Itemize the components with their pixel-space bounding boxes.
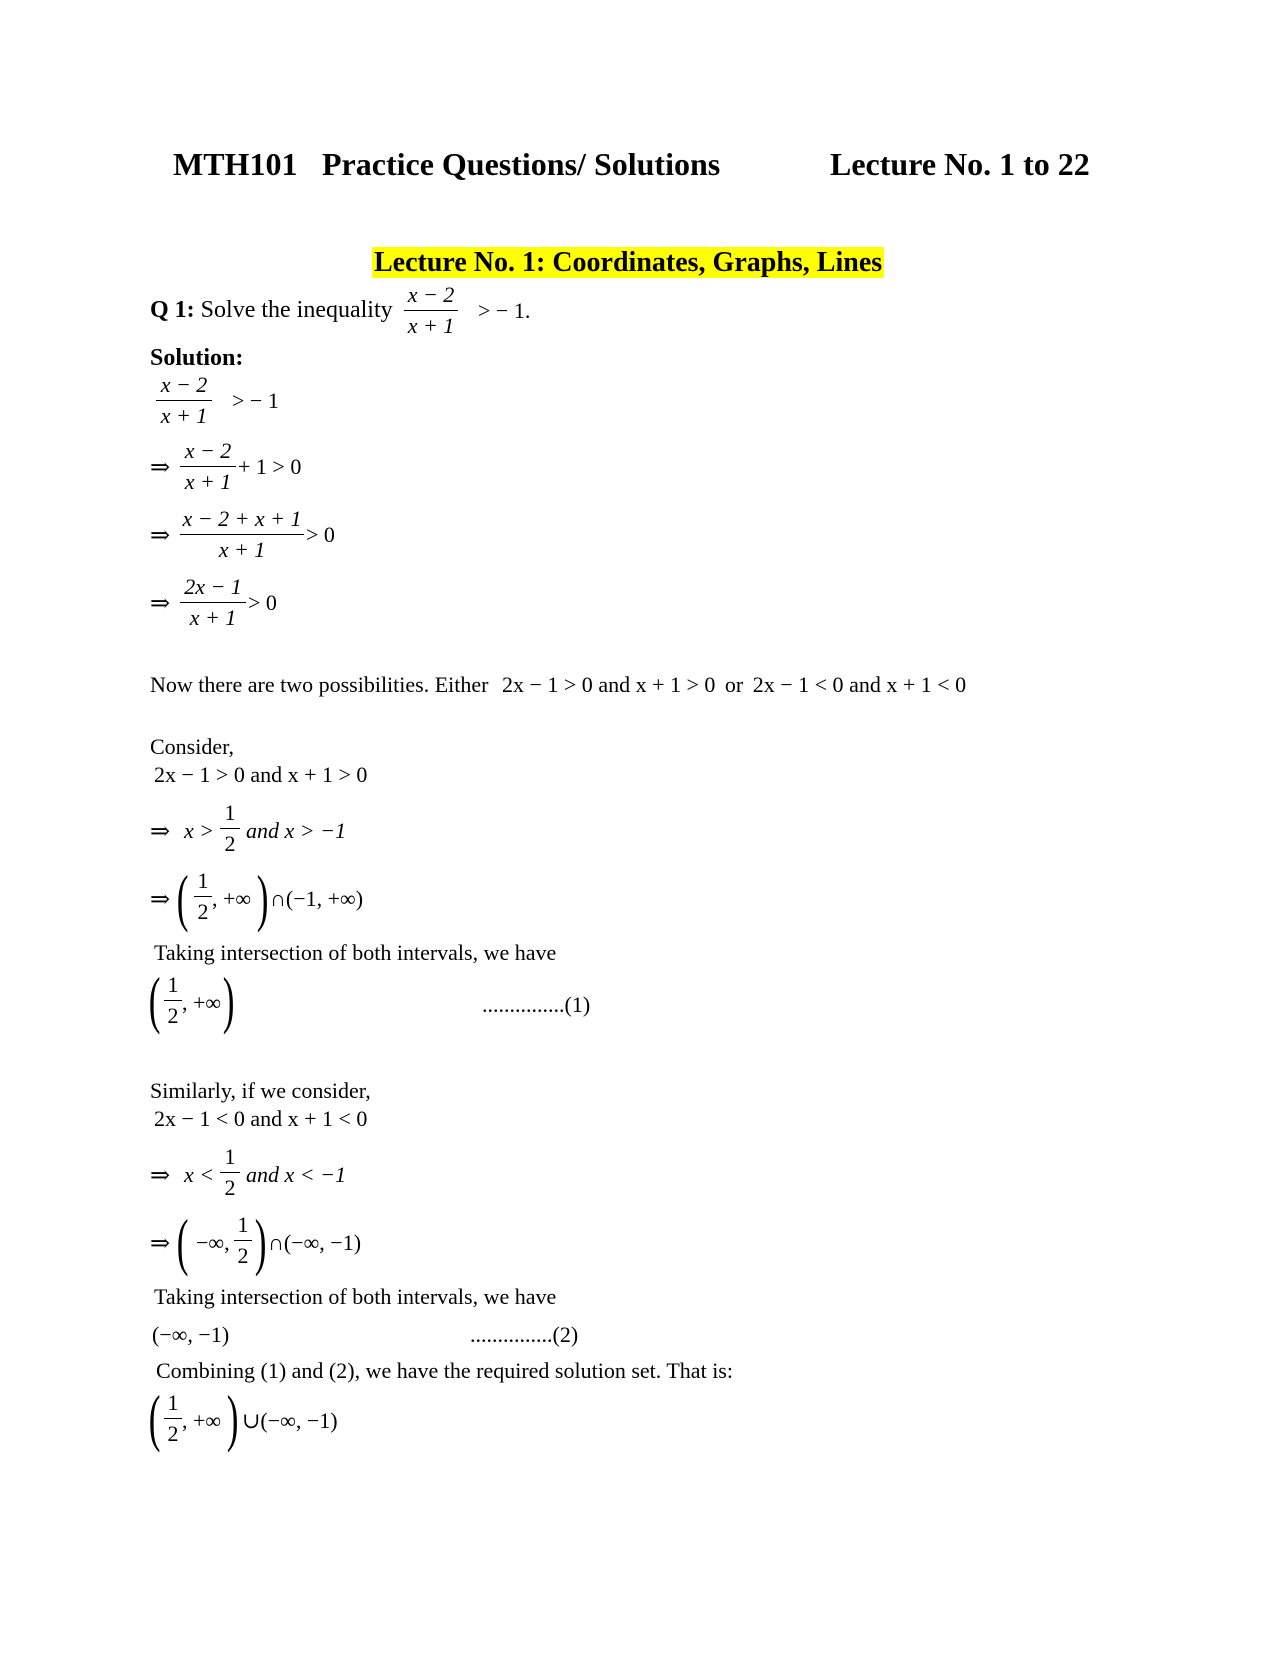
- combine-half-num: 1: [167, 1390, 179, 1415]
- case2-cap: ∩(−∞, −1): [268, 1230, 362, 1255]
- case2-arrow2: ⇒: [150, 1231, 171, 1257]
- step4-tail: > 0: [248, 590, 277, 615]
- case2-result: (−∞, −1): [152, 1322, 230, 1347]
- equation-number-1: ...............(1): [482, 992, 591, 1017]
- fraction-numerator: x − 2: [407, 282, 455, 307]
- case1-result-open-paren: (: [148, 964, 161, 1035]
- case2-close-paren: ): [254, 1206, 267, 1277]
- combine-open-paren: (: [148, 1382, 161, 1453]
- case2-condition: 2x − 1 < 0 and x + 1 < 0: [154, 1106, 368, 1131]
- step3-denominator: x + 1: [218, 537, 266, 562]
- combine-half: [164, 1390, 182, 1447]
- step2-denominator: x + 1: [184, 469, 232, 494]
- possibility-cond-4: x + 1 < 0: [886, 672, 967, 697]
- case1-int-half: [194, 868, 212, 925]
- case1-open-paren: (: [176, 862, 189, 933]
- question-text: Solve the inequality: [200, 297, 393, 323]
- lecture-range: Lecture No. 1 to 22: [830, 146, 1090, 182]
- case1-arrow2: ⇒: [150, 887, 171, 913]
- possibility-and-1: and: [598, 672, 631, 697]
- step1-numerator: x − 2: [160, 372, 208, 397]
- step3-fraction: [180, 506, 304, 563]
- step1-bar: [156, 400, 212, 401]
- step2-arrow: ⇒: [150, 455, 171, 481]
- step4-fraction: [180, 574, 246, 631]
- case1-cap: ∩(−1, +∞): [270, 886, 364, 911]
- case2-int-half-bar: [234, 1240, 252, 1241]
- possibilities-line: [150, 672, 966, 698]
- possibility-and-2: and: [849, 672, 881, 697]
- section-heading: [372, 246, 884, 280]
- case2-half-num: 1: [224, 1144, 236, 1169]
- possibility-or: or: [724, 672, 744, 697]
- case1-arrow: ⇒: [150, 819, 171, 845]
- step1-fraction: [156, 372, 212, 429]
- possibility-cond-2: x + 1 > 0: [635, 672, 716, 697]
- step2-numerator: x − 2: [184, 438, 232, 463]
- case2-int-head: −∞,: [196, 1230, 230, 1255]
- case2-taking: Taking intersection of both intervals, we have: [154, 1284, 557, 1309]
- case1-half-bar: [220, 828, 240, 829]
- solution-label: Solution:: [150, 345, 244, 371]
- step4-bar: [180, 602, 246, 603]
- case1-consider: Consider,: [150, 734, 235, 759]
- case1-x-gt: x >: [184, 818, 215, 843]
- combine-tail: , +∞: [182, 1408, 222, 1433]
- step3-arrow: ⇒: [150, 523, 171, 549]
- question-label: Q 1:: [150, 297, 195, 323]
- case2-int-half: [234, 1212, 252, 1269]
- case2-consider: Similarly, if we consider,: [150, 1078, 371, 1103]
- question-fraction: [404, 282, 458, 339]
- case1-int-half-num: 1: [197, 868, 209, 893]
- step1-denominator: x + 1: [160, 403, 208, 428]
- case1-close-paren: ): [256, 862, 269, 933]
- equation-number-2: ...............(2): [470, 1322, 579, 1347]
- combine-cup: ∪(−∞, −1): [242, 1408, 338, 1433]
- case1-half-den: 2: [224, 831, 236, 856]
- question-line: [150, 296, 393, 324]
- case1-half: [220, 800, 240, 857]
- step3-tail: > 0: [306, 522, 335, 547]
- fraction-bar: [404, 310, 458, 311]
- combine-close-paren: ): [226, 1382, 239, 1453]
- combine-text: Combining (1) and (2), we have the required solution set. That is:: [156, 1358, 733, 1383]
- case1-result-half-bar: [164, 1000, 182, 1001]
- fraction-denominator: x + 1: [407, 313, 455, 338]
- question-tail: > − 1.: [478, 298, 531, 323]
- step3-bar: [180, 534, 304, 535]
- step4-numerator: 2x − 1: [184, 574, 242, 599]
- case2-half-bar: [220, 1172, 240, 1173]
- case2-half-den: 2: [224, 1175, 236, 1200]
- case1-result-tail: , +∞: [182, 990, 222, 1015]
- step3-numerator: x − 2 + x + 1: [182, 506, 302, 531]
- combine-half-den: 2: [167, 1421, 179, 1446]
- case1-int-tail: , +∞: [212, 886, 252, 911]
- step4-arrow: ⇒: [150, 591, 171, 617]
- possibility-cond-3: 2x − 1 < 0: [752, 672, 844, 697]
- case1-int-half-den: 2: [197, 899, 209, 924]
- case2-rest: and x < −1: [246, 1162, 346, 1187]
- course-code: MTH101: [173, 146, 298, 182]
- case1-rest: and x > −1: [246, 818, 346, 843]
- case1-half-num: 1: [224, 800, 236, 825]
- case2-open-paren: (: [176, 1206, 189, 1277]
- step2-fraction: [180, 438, 236, 495]
- case1-int-half-bar: [194, 896, 212, 897]
- case1-condition: 2x − 1 > 0 and x + 1 > 0: [154, 762, 368, 787]
- step1-tail: > − 1: [232, 388, 279, 413]
- possibilities-text: Now there are two possibilities. Either: [150, 672, 489, 697]
- case1-result-half-den: 2: [167, 1003, 179, 1028]
- step2-tail: + 1 > 0: [238, 454, 302, 479]
- possibility-cond-1: 2x − 1 > 0: [501, 672, 593, 697]
- case2-int-half-den: 2: [237, 1243, 249, 1268]
- case2-half: [220, 1144, 240, 1201]
- combine-half-bar: [164, 1418, 182, 1419]
- case1-result-close-paren: ): [222, 964, 235, 1035]
- section-heading-text: Lecture No. 1: Coordinates, Graphs, Lines: [374, 247, 883, 278]
- step2-bar: [180, 466, 236, 467]
- step4-denominator: x + 1: [189, 605, 237, 630]
- case1-taking: Taking intersection of both intervals, we have: [154, 940, 557, 965]
- page-title: Practice Questions/ Solutions: [322, 146, 721, 182]
- case1-result-half: [164, 972, 182, 1029]
- case2-x-lt: x <: [184, 1162, 215, 1187]
- case1-result-half-num: 1: [167, 972, 179, 997]
- case2-arrow: ⇒: [150, 1163, 171, 1189]
- case2-int-half-num: 1: [237, 1212, 249, 1237]
